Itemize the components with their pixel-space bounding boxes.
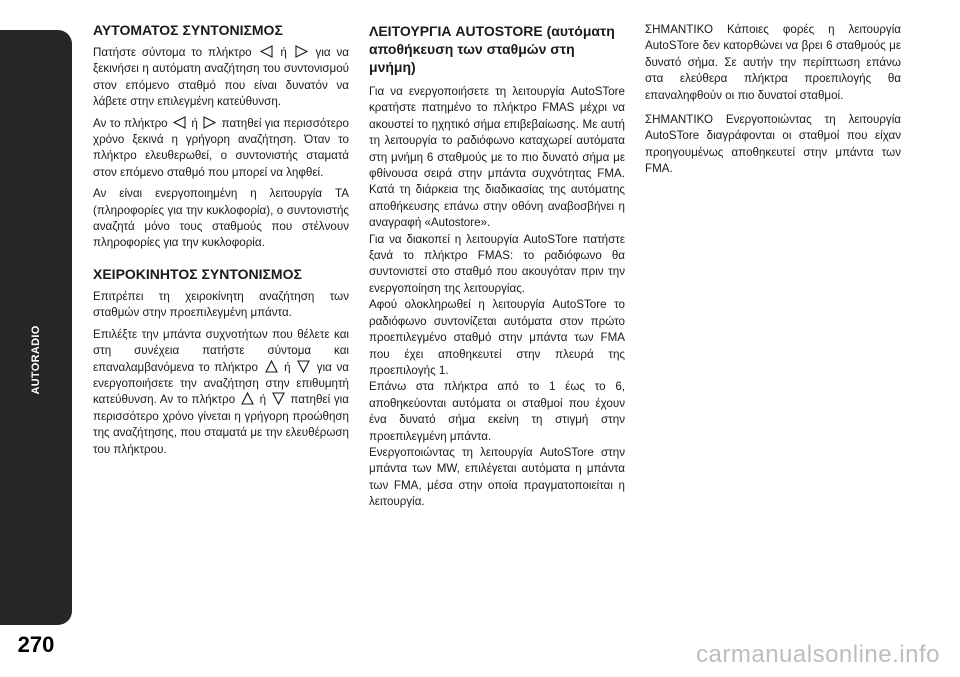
paragraph-autostore-4: Επάνω στα πλήκτρα από το 1 έως το 6, αποθηκεύονται αυτόματα οι σταθμοί που έχουν ένα δυνατό σήμα εκείνη τη στιγμή στην προεπιλεγμένη μπάντα. — [369, 380, 625, 443]
up-triangle-icon — [241, 392, 254, 405]
paragraph-auto-3: Αν είναι ενεργοποιημένη η λειτουργία TA (πληροφορίες για την κυκλοφορία), ο συντονιστής αναζητά μόνο τους σταθμούς που στέλνουν πληροφορίες για την κυκλοφορία. — [93, 187, 349, 250]
paragraph-manual-2: Επιλέξτε την μπάντα συχνοτήτων που θέλετε και στη συνέχεια πατήστε σύντομα και επαναλαμβανόμενα το πλήκτρο ή για να ενεργοποιήσετε την αναζήτηση στην επιθυμητή κατεύθυνση. Αν το πλήκτρο ή πατηθεί για περισσότερο χρόνο γίνεται η γρήγορη προώθηση της αναζήτησης, που σταματά με την ελευθέρωση του πλήκτρου. — [93, 327, 349, 456]
watermark: carmanualsonline.info — [696, 641, 940, 668]
paragraph-autostore-3: Αφού ολοκληρωθεί η λειτουργία AutoSTore το ραδιόφωνο συντονίζεται αυτόματα στον πρώτο προεπιλεγμένο σταθμό στην μπάντα των FMA που έχει αποθηκευτεί στην πλευρά της προεπιλογής 1. — [369, 298, 625, 377]
paragraph-autostore-5: Ενεργοποιώντας τη λειτουργία AutoSTore στην μπάντα των MW, επιλέγεται αυτόματα η μπάντα των FMA, μέσα στην οποία πραγματοποιείται η λειτουργία. — [369, 445, 625, 509]
chapter-side-tab — [0, 30, 72, 625]
heading-manual-tuning: ΧΕΙΡΟΚΙΝΗΤΟΣ ΣΥΝΤΟΝΙΣΜΟΣ — [93, 265, 302, 282]
left-triangle-icon — [260, 45, 273, 58]
paragraph-manual-1: Επιτρέπει τη χειροκίνητη αναζήτηση των σταθμών στην προεπιλεγμένη μπάντα. — [93, 289, 349, 320]
important-note-1: ΣΗΜΑΝΤΙΚΟ Κάποιες φορές η λειτουργία AutoSTore δεν κατορθώνει να βρει 6 σταθμούς με δυνατό σήμα. Σε αυτήν την περίπτωση επάνω στα ελεύθερα πλήκτρα προεπιλογής θα επαναληφθούν οι πιο δυνατοί σταθμοί. — [645, 23, 901, 102]
up-triangle-icon — [265, 360, 278, 373]
page-number: 270 — [17, 632, 55, 657]
paragraph-autostore-1: Για να ενεργοποιήσετε τη λειτουργία AutoSTore κρατήστε πατημένο το πλήκτρο FMAS μέχρι να ακουστεί το ηχητικό σήμα επιβεβαίωσης. Με αυτή τη λειτουργία το ραδιόφωνο καταχωρεί αυτόματα στη μνήμη 6 σταθμούς με το πιο δυνατό σήμα με φθίνουσα σειρά στην μπάντα συχνότητας FMA. Κατά τη διάρκεια της διαδικασίας της αυτόματης αποθήκευσης επάνω στην οθόνη αναβοσβήνει η αναγραφή «Autostore». — [369, 85, 625, 230]
left-triangle-icon — [173, 116, 186, 129]
down-triangle-icon — [272, 392, 285, 405]
column-1 — [93, 22, 349, 463]
paragraph-auto-2: Αν το πλήκτρο ή πατηθεί για περισσότερο χρόνο ξεκινά η γρήγορη αναζήτηση. Όταν το πλήκτρο ελευθερωθεί, ο συντονιστής σταματά στον επόμενο σταθμό που μπορεί να ληφθεί. — [93, 116, 349, 179]
down-triangle-icon — [297, 360, 310, 373]
heading-autostore: ΛΕΙΤΟΥΡΓΙΑ AUTOSTORE (αυτόματη αποθήκευση των σταθμών στη μνήμη) — [369, 23, 615, 75]
paragraph-autostore-2: Για να διακοπεί η λειτουργία AutoSTore πατήστε ξανά το πλήκτρο FMAS: το ραδιόφωνο θα συντονιστεί στο σταθμό που ακουγόταν πριν την ενεργοποίηση της λειτουργίας. — [369, 232, 625, 295]
column-3 — [645, 22, 901, 186]
important-note-2: ΣΗΜΑΝΤΙΚΟ Ενεργοποιώντας τη λειτουργία AutoSTore διαγράφονται οι σταθμοί που είχαν προηγουμένως αποθηκευτεί στην μπάντα των FMA. — [645, 113, 901, 176]
column-2 — [369, 22, 625, 511]
chapter-label: AUTORADIO — [30, 325, 42, 395]
heading-auto-tuning: ΑΥΤΟΜΑΤΟΣ ΣΥΝΤΟΝΙΣΜΟΣ — [93, 22, 283, 38]
right-triangle-icon — [203, 116, 216, 129]
paragraph-auto-1: Πατήστε σύντομα το πλήκτρο ή για να ξεκινήσει η αυτόματη αναζήτηση του συντονισμού στον επόμενο σταθμό που είναι δυνατόν να λάβετε στην επιλεγμένη κατεύθυνση. — [93, 46, 349, 109]
right-triangle-icon — [295, 45, 308, 58]
